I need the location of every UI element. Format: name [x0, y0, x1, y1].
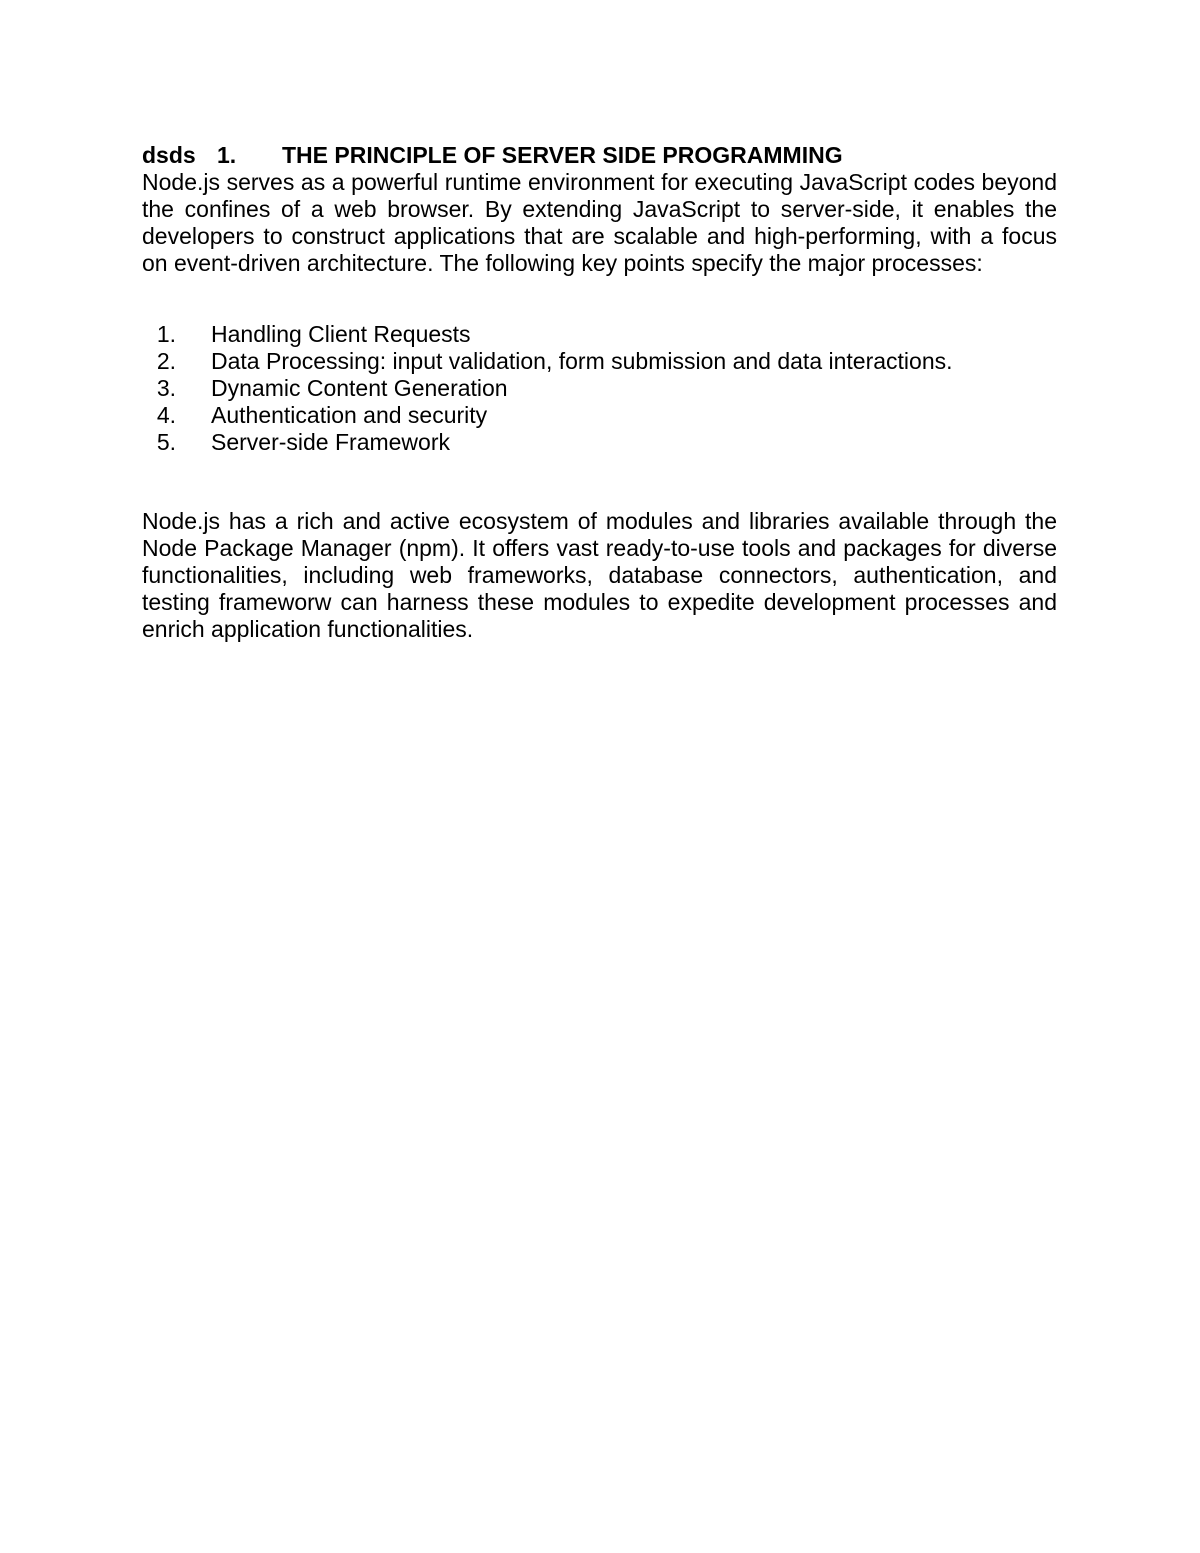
list-item-text: Handling Client Requests: [211, 321, 471, 347]
heading-title: THE PRINCIPLE OF SERVER SIDE PROGRAMMING: [282, 142, 843, 168]
list-item-marker: 5.: [156, 429, 176, 455]
process-list: [142, 321, 1057, 456]
list-item: [142, 321, 1057, 348]
document-page: [142, 142, 1057, 643]
heading-number: 1.: [217, 142, 237, 168]
list-item-marker: 2.: [156, 348, 176, 374]
list-item: [142, 402, 1057, 429]
section-heading: [142, 142, 1057, 169]
list-item-text: Authentication and security: [211, 402, 488, 428]
list-item: [142, 375, 1057, 402]
list-item-text: Dynamic Content Generation: [211, 375, 508, 401]
list-item-marker: 4.: [156, 402, 176, 428]
list-item-marker: 1.: [156, 321, 176, 347]
intro-paragraph: Node.js serves as a powerful runtime environment for executing JavaScript codes beyond the confines of a web browser. By extending JavaScript to server-side, it enables the developers to construct applications that are scalable and high-performing, with a focus on event-driven architecture. The following key points specify the major processes:: [142, 169, 1057, 276]
heading-prefix: dsds: [142, 142, 196, 168]
closing-paragraph: Node.js has a rich and active ecosystem of modules and libraries available through the Node Package Manager (npm). It offers vast ready-to-use tools and packages for diverse functionalities, including web frameworks, database connectors, authentication, and testing frameworw can harness these modules to expedite development processes and enrich application functionalities.: [142, 508, 1057, 642]
list-item-text: Server-side Framework: [211, 429, 450, 455]
list-item: [142, 429, 1057, 456]
list-item-marker: 3.: [156, 375, 176, 401]
list-item: [142, 348, 1057, 375]
list-item-text: Data Processing: input validation, form submission and data interactions.: [211, 348, 953, 374]
